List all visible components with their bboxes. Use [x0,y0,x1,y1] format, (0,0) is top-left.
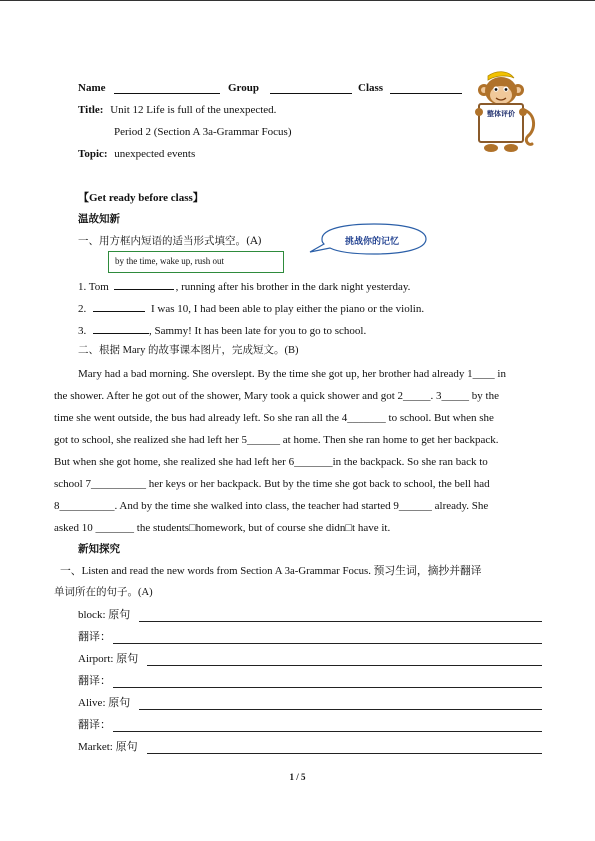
question-3-blank[interactable] [93,322,149,334]
story-line: But when she got home, she realized she had left her 6_______in the backpack. So she ran back to [54,456,488,468]
entry-airport-label: Airport: 原句 [78,653,139,665]
name-field[interactable] [114,83,220,94]
entry-alive-line[interactable] [139,709,542,710]
entry-alive-translation-label: 翻译： [78,719,111,731]
story-line: 8__________. And by the time she walked into class, the teacher had started 9______ already. She [54,500,489,512]
topic-label: Topic: [78,148,108,160]
entry-airport-translation-label: 翻译： [78,675,111,687]
task1-instruction: 一、用方框内短语的适当形式填空。(A) [78,235,262,247]
get-ready-heading: 【Get ready before class】 [78,192,204,204]
task3-instruction-line2: 单词所在的句子。(A) [54,587,153,598]
entry-alive-translation-line[interactable] [113,731,542,732]
top-rule [0,0,595,1]
question-1-blank[interactable] [114,278,174,290]
question-3 [78,322,366,338]
page-number: 1 / 5 [289,772,306,782]
entry-block-translation-label: 翻译： [78,631,111,643]
evaluation-badge-text: 整体评价 [487,110,515,118]
task2-instruction: 二、根据 Mary 的故事课本图片，完成短文。(B) [78,345,299,356]
entry-market-label: Market: 原句 [78,741,138,753]
story-line: got to school, she realized she had left her 5______ at home. Then she ran home to get her backpack. [54,434,499,446]
group-field[interactable] [270,83,352,94]
topic-text: unexpected events [114,148,196,160]
title-label: Title: [78,104,104,116]
entry-block-translation-line[interactable] [113,643,542,644]
question-2-blank[interactable] [93,300,145,312]
story-line: Mary had a bad morning. She overslept. By the time she got up, her brother had already 1____ in [78,368,506,380]
entry-market-line[interactable] [147,753,542,754]
bubble-text: 挑战你的记忆 [344,237,399,247]
question-2-number: 2. [78,303,87,315]
phrase-box-text: by the time, wake up, rush out [115,256,224,266]
task3-instruction-line1: 一、Listen and read the new words from Section A 3a-Grammar Focus. 预习生词，摘抄并翻译 [60,565,482,577]
group-label: Group [228,82,259,94]
topic-row [78,147,195,161]
class-label: Class [358,82,384,94]
story-line: the shower. After he got out of the shower, Mary took a quick shower and got 2_____. 3_____ by the [54,390,499,402]
question-2-text: I was 10, I had been able to play either the piano or the violin. [151,303,425,315]
story-line: asked 10 _______ the students□homework, but of course she didn□t have it. [54,522,391,534]
name-label: Name [78,82,106,94]
entry-block-line[interactable] [139,621,542,622]
entry-block-label: block: 原句 [78,609,131,621]
entry-alive-label: Alive: 原句 [78,697,131,709]
story-line: time she went outside, the bus had already left. So she ran all the 4_______ to school. But when she [54,412,494,424]
review-heading: 温故知新 [78,213,120,225]
question-2 [78,300,424,316]
question-1-text: , running after his brother in the dark night yesterday. [175,281,411,293]
entry-airport-translation-line[interactable] [113,687,542,688]
story-line: school 7__________ her keys or her backpack. But by the time she got back to school, the bell had [54,478,490,490]
title-text: Unit 12 Life is full of the unexpected. [110,104,277,116]
period-text: Period 2 (Section A 3a-Grammar Focus) [114,126,292,138]
question-3-text: , Sammy! It has been late for you to go to school. [149,325,367,337]
question-3-number: 3. [78,325,87,337]
entry-airport-line[interactable] [147,665,542,666]
title-row [78,103,276,117]
class-field[interactable] [390,83,462,94]
question-1 [78,278,410,294]
question-1-number: 1. Tom [78,281,109,293]
story-paragraph [54,363,542,539]
new-knowledge-heading: 新知探究 [78,543,120,555]
